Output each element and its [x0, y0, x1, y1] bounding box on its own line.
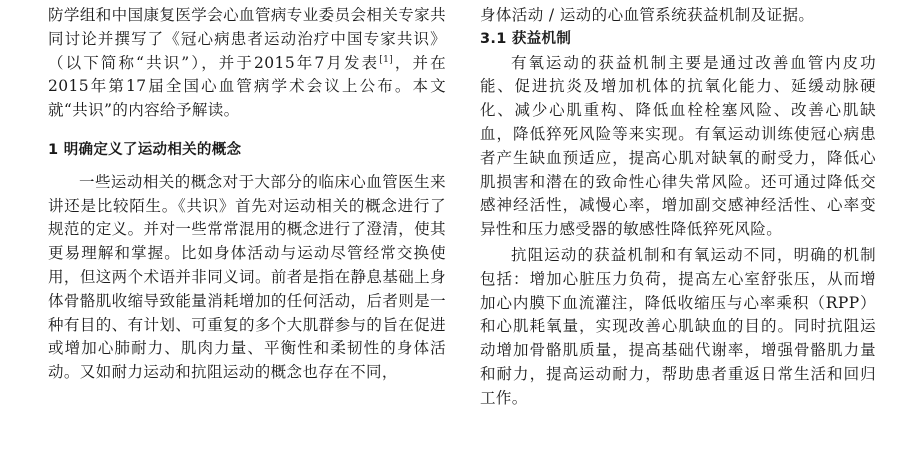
section-3-1-heading: 3.1 获益机制 [480, 30, 572, 47]
section-1-heading: 1 明确定义了运动相关的概念 [48, 141, 242, 158]
left-column [48, 0, 446, 385]
resistance-mechanism-paragraph: 抗阻运动的获益机制和有氧运动不同，明确的机制包括：增加心脏压力负荷，提高左心室舒张压，从而增加心内膜下血流灌注，降低收缩压与心率乘积（RPP）和心肌耗氧量，实现改善心肌缺血的目的。同时抗阻运动增加骨骼肌质量，提高基础代谢率，增强骨骼肌力量和耐力，提高运动耐力，帮助患者重返日常生活和回归工作。 [480, 245, 876, 407]
section-3-continuation: 身体活动 / 运动的心血管系统获益机制及证据。 [480, 6, 815, 24]
intro-text-part1: 防学组和中国康复医学会心血管病专业委员会相关专家共同讨论并撰写了《冠心病患者运动治疗中国专家共识》（以下简称“共识”），并于2015年7月发表 [48, 6, 446, 72]
aerobic-mechanism-paragraph: 有氧运动的获益机制主要是通过改善血管内皮功能、促进抗炎及增加机体的抗氧化能力、延缓动脉硬化、减少心肌重构、降低血栓栓塞风险、改善心肌缺血，降低猝死风险等来实现。有氧运动训练使冠心病患者产生缺血预适应，提高心肌对缺氧的耐受力，降低心肌损害和潜在的致命性心律失常风险。还可通过降低交感神经活性，减慢心率，增加副交感神经活性、心率变异性和压力感受器的敏感性降低猝死风险。 [480, 53, 876, 239]
section-1-paragraph: 一些运动相关的概念对于大部分的临床心血管医生来讲还是比较陌生。《共识》首先对运动相关的概念进行了规范的定义。并对一些常常混用的概念进行了澄清，使其更易理解和掌握。比如身体活动与运动尽管经常交换使用，但这两个术语并非同义词。前者是指在静息基础上身体骨骼肌收缩导致能量消耗增加的任何活动，后者则是一种有目的、有计划、可重复的多个大肌群参与的旨在促进或增加心肺耐力、肌肉力量、平衡性和柔韧性的身体活动。又如耐力运动和抗阻运动的概念也存在不同， [48, 172, 446, 382]
citation-ref[interactable]: [1] [379, 54, 394, 65]
intro-paragraph [48, 4, 446, 123]
intro-text-part2: ，并在2015年第17届全国心血管病学术会议上公布。本文就“共识”的内容给予解读。 [48, 53, 446, 120]
right-column [480, 0, 876, 411]
